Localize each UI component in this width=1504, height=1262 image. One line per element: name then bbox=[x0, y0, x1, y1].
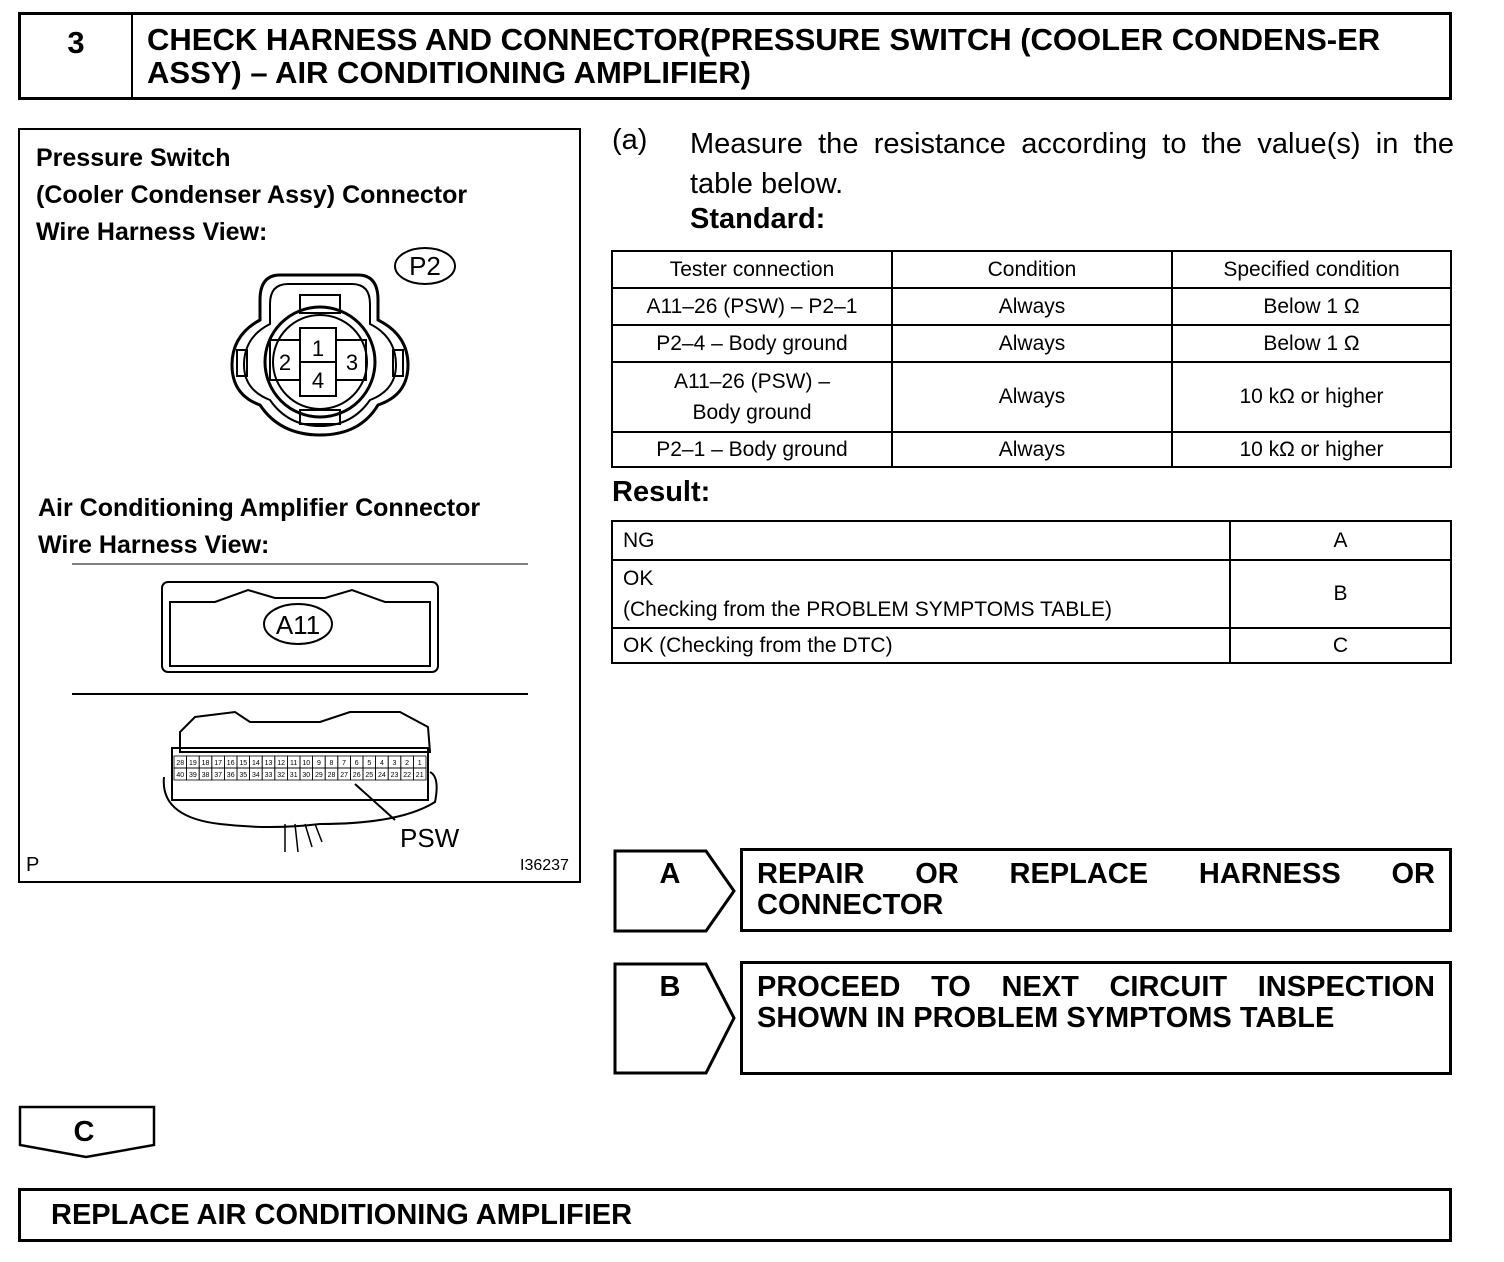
amplifier-pin-label: 12 bbox=[277, 760, 285, 767]
amplifier-pin-label: 19 bbox=[189, 760, 197, 767]
amplifier-pin-label: 23 bbox=[390, 772, 399, 779]
outcome-c-label: C bbox=[73, 1116, 95, 1148]
amplifier-pin-label: 5 bbox=[367, 760, 372, 767]
table-cell: Always bbox=[892, 362, 1172, 432]
pin-3: 3 bbox=[345, 350, 359, 375]
header-condition: Condition bbox=[892, 251, 1172, 288]
amplifier-pin-label: 26 bbox=[352, 772, 361, 779]
step-title: CHECK HARNESS AND CONNECTOR(PRESSURE SWITCH (COOLER CONDENS-ER ASSY) – AIR CONDITIONING AMPLIFIER) bbox=[147, 22, 1381, 90]
amplifier-pin-label: 13 bbox=[264, 760, 273, 767]
table-cell: 10 kΩ or higher bbox=[1172, 432, 1451, 467]
table-cell: A bbox=[1230, 521, 1451, 560]
amplifier-pin-label: 17 bbox=[214, 760, 222, 767]
table-cell-line: OK bbox=[623, 567, 654, 590]
amplifier-pin-label: 10 bbox=[302, 760, 311, 767]
header-specified-condition: Specified condition bbox=[1172, 251, 1451, 288]
amplifier-pin-label: 8 bbox=[329, 760, 334, 767]
outcome-c-action: REPLACE AIR CONDITIONING AMPLIFIER bbox=[18, 1188, 1452, 1242]
amplifier-pin-label: 34 bbox=[252, 772, 260, 779]
amplifier-pin-label: 38 bbox=[201, 772, 210, 779]
amplifier-pin-label: 28 bbox=[176, 760, 185, 767]
outcome-a-label: A bbox=[659, 858, 681, 890]
pressure-switch-sublabel: (Cooler Condenser Assy) Connector bbox=[36, 181, 468, 209]
outcome-b-action: PROCEED TO NEXT CIRCUIT INSPECTION SHOWN IN PROBLEM SYMPTOMS TABLE bbox=[740, 961, 1452, 1075]
amplifier-pin-label: 30 bbox=[302, 772, 311, 779]
amplifier-pin-label: 14 bbox=[252, 760, 260, 767]
amplifier-pin-label: 6 bbox=[354, 760, 359, 767]
table-cell: Always bbox=[892, 325, 1172, 362]
table-cell: P2–4 – Body ground bbox=[612, 325, 892, 362]
standard-label: Standard: bbox=[690, 203, 826, 235]
table-cell: Always bbox=[892, 432, 1172, 467]
outcome-b-label: B bbox=[659, 971, 681, 1003]
amplifier-pin-label: 22 bbox=[403, 772, 411, 779]
table-cell: C bbox=[1230, 628, 1451, 663]
amplifier-pin-label: 25 bbox=[365, 772, 374, 779]
table-cell-line: A11–26 (PSW) – bbox=[673, 370, 830, 393]
table-cell: Below 1 Ω bbox=[1172, 325, 1451, 362]
standard-table bbox=[611, 250, 1452, 468]
amplifier-pin-label: 2 bbox=[405, 760, 410, 767]
a11-callout-text: A11 bbox=[275, 610, 321, 640]
table-cell: 10 kΩ or higher bbox=[1172, 362, 1451, 432]
connector-figure bbox=[18, 128, 581, 883]
table-cell: Always bbox=[892, 288, 1172, 325]
instruction-text: Measure the resistance according to the value(s) in the table below. bbox=[690, 128, 1454, 200]
pressure-switch-connector-diagram bbox=[200, 240, 470, 440]
wire-harness-view-label: Wire Harness View: bbox=[36, 218, 268, 246]
amplifier-pin-label: 29 bbox=[315, 772, 323, 779]
table-cell: Below 1 Ω bbox=[1172, 288, 1451, 325]
amplifier-pin-label: 35 bbox=[239, 772, 248, 779]
step-number: 3 bbox=[21, 15, 133, 97]
table-cell-line: Body ground bbox=[692, 401, 812, 424]
outcome-c-arrow bbox=[18, 1105, 156, 1159]
psw-callout: PSW bbox=[400, 823, 460, 853]
amplifier-pin-label: 3 bbox=[392, 760, 397, 767]
pin-2: 2 bbox=[278, 350, 292, 375]
figure-id: I36237 bbox=[520, 857, 569, 874]
amplifier-pin-label: 33 bbox=[264, 772, 273, 779]
table-row bbox=[612, 521, 1451, 560]
amplifier-pin-label: 40 bbox=[176, 772, 185, 779]
pin-4: 4 bbox=[311, 368, 325, 393]
amplifier-pin-label: 7 bbox=[342, 760, 347, 767]
table-row bbox=[612, 432, 1451, 467]
amplifier-pin-label: 4 bbox=[379, 760, 384, 767]
outcome-a-arrow bbox=[612, 848, 738, 934]
table-row bbox=[612, 325, 1451, 362]
amplifier-connector-label: Air Conditioning Amplifier Connector bbox=[38, 494, 481, 522]
table-cell: NG bbox=[612, 521, 1230, 560]
table-cell: OK (Checking from the DTC) bbox=[612, 628, 1230, 663]
amplifier-pin-label: 32 bbox=[277, 772, 285, 779]
amplifier-pin-label: 24 bbox=[378, 772, 386, 779]
table-cell bbox=[612, 362, 892, 432]
instruction-step: (a) bbox=[612, 124, 648, 156]
amplifier-pin-label: 9 bbox=[316, 760, 321, 767]
p2-callout-text: P2 bbox=[409, 251, 441, 281]
table-row bbox=[612, 560, 1451, 628]
amplifier-pin-grid bbox=[174, 756, 426, 780]
amplifier-wire-harness-view-label: Wire Harness View: bbox=[38, 531, 270, 559]
amplifier-pin-label: 1 bbox=[417, 760, 422, 767]
table-row bbox=[612, 362, 1451, 432]
table-cell: B bbox=[1230, 560, 1451, 628]
table-header-row bbox=[612, 251, 1451, 288]
amplifier-pin-label: 31 bbox=[289, 772, 298, 779]
table-cell-line: (Checking from the PROBLEM SYMPTOMS TABLE) bbox=[623, 598, 1112, 621]
amplifier-pin-label: 21 bbox=[415, 772, 424, 779]
outcome-a-action: REPAIR OR REPLACE HARNESS OR CONNECTOR bbox=[740, 848, 1452, 932]
amplifier-pin-label: 37 bbox=[214, 772, 222, 779]
figure-corner-label: P bbox=[26, 854, 40, 876]
pin-1: 1 bbox=[311, 336, 325, 361]
psw-leader-line bbox=[355, 784, 395, 820]
step-header bbox=[18, 12, 1452, 100]
table-row bbox=[612, 288, 1451, 325]
amplifier-pin-label: 18 bbox=[201, 760, 210, 767]
outcome-b-arrow bbox=[612, 961, 738, 1076]
amplifier-pin-label: 36 bbox=[226, 772, 235, 779]
header-tester-connection: Tester connection bbox=[612, 251, 892, 288]
amplifier-pin-label: 39 bbox=[189, 772, 197, 779]
table-cell: P2–1 – Body ground bbox=[612, 432, 892, 467]
result-label: Result: bbox=[612, 476, 711, 508]
amplifier-pin-label: 28 bbox=[327, 772, 336, 779]
table-cell bbox=[612, 560, 1230, 628]
table-row bbox=[612, 628, 1451, 663]
amplifier-pin-label: 16 bbox=[226, 760, 235, 767]
amplifier-pin-label: 27 bbox=[340, 772, 348, 779]
result-table bbox=[611, 520, 1452, 664]
table-cell: A11–26 (PSW) – P2–1 bbox=[612, 288, 892, 325]
amplifier-connector-diagram bbox=[70, 562, 530, 862]
amplifier-pin-label: 11 bbox=[290, 760, 298, 767]
pressure-switch-label: Pressure Switch bbox=[36, 144, 231, 172]
amplifier-pin-label: 15 bbox=[239, 760, 248, 767]
